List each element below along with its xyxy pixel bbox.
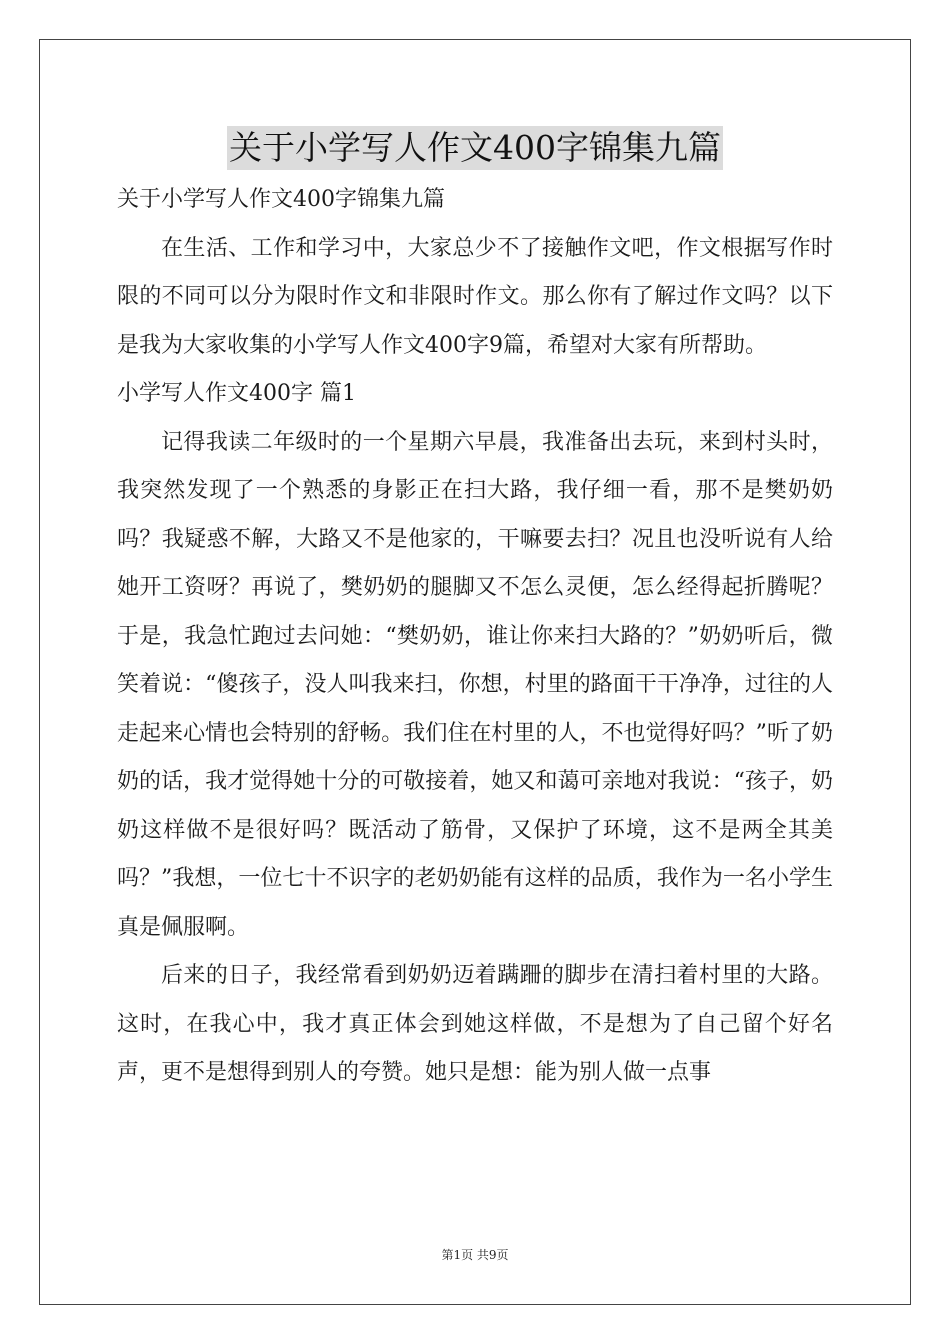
document-body bbox=[117, 176, 833, 1098]
title-area bbox=[0, 126, 950, 170]
paragraph: 在生活、工作和学习中，大家总少不了接触作文吧，作文根据写作时限的不同可以分为限时作文和非限时作文。那么你有了解过作文吗？以下是我为大家收集的小学写人作文400字9篇，希望对大家有所帮助。 bbox=[117, 235, 833, 358]
paragraph: 小学写人作文400字 篇1 bbox=[117, 381, 356, 406]
page-footer: 第1页 共9页 bbox=[441, 1248, 509, 1262]
document-title: 关于小学写人作文400字锦集九篇 bbox=[227, 126, 723, 170]
paragraph: 记得我读二年级时的一个星期六早晨，我准备出去玩，来到村头时，我突然发现了一个熟悉的身影正在扫大路，我仔细一看，那不是樊奶奶吗？我疑惑不解，大路又不是他家的，干嘛要去扫？况且也没听说有人给她开工资呀？再说了，樊奶奶的腿脚又不怎么灵便，怎么经得起折腾呢？于是，我急忙跑过去问她：“樊奶奶，谁让你来扫大路的？”奶奶听后，微笑着说：“傻孩子，没人叫我来扫，你想，村里的路面干干净净，过往的人走起来心情也会特别的舒畅。我们住在村里的人，不也觉得好吗？”听了奶奶的话，我才觉得她十分的可敬接着，她又和蔼可亲地对我说：“孩子，奶奶这样做不是很好吗？既活动了筋骨，又保护了环境，这不是两全其美吗？”我想，一位七十不识字的老奶奶能有这样的品质，我作为一名小学生真是佩服啊。 bbox=[117, 429, 833, 940]
paragraph: 后来的日子，我经常看到奶奶迈着蹒跚的脚步在清扫着村里的大路。这时，在我心中，我才真正体会到她这样做，不是想为了自己留个好名声，更不是想得到别人的夸赞。她只是想：能为别人做一点事 bbox=[117, 963, 833, 1085]
paragraph: 关于小学写人作文400字锦集九篇 bbox=[117, 187, 445, 212]
